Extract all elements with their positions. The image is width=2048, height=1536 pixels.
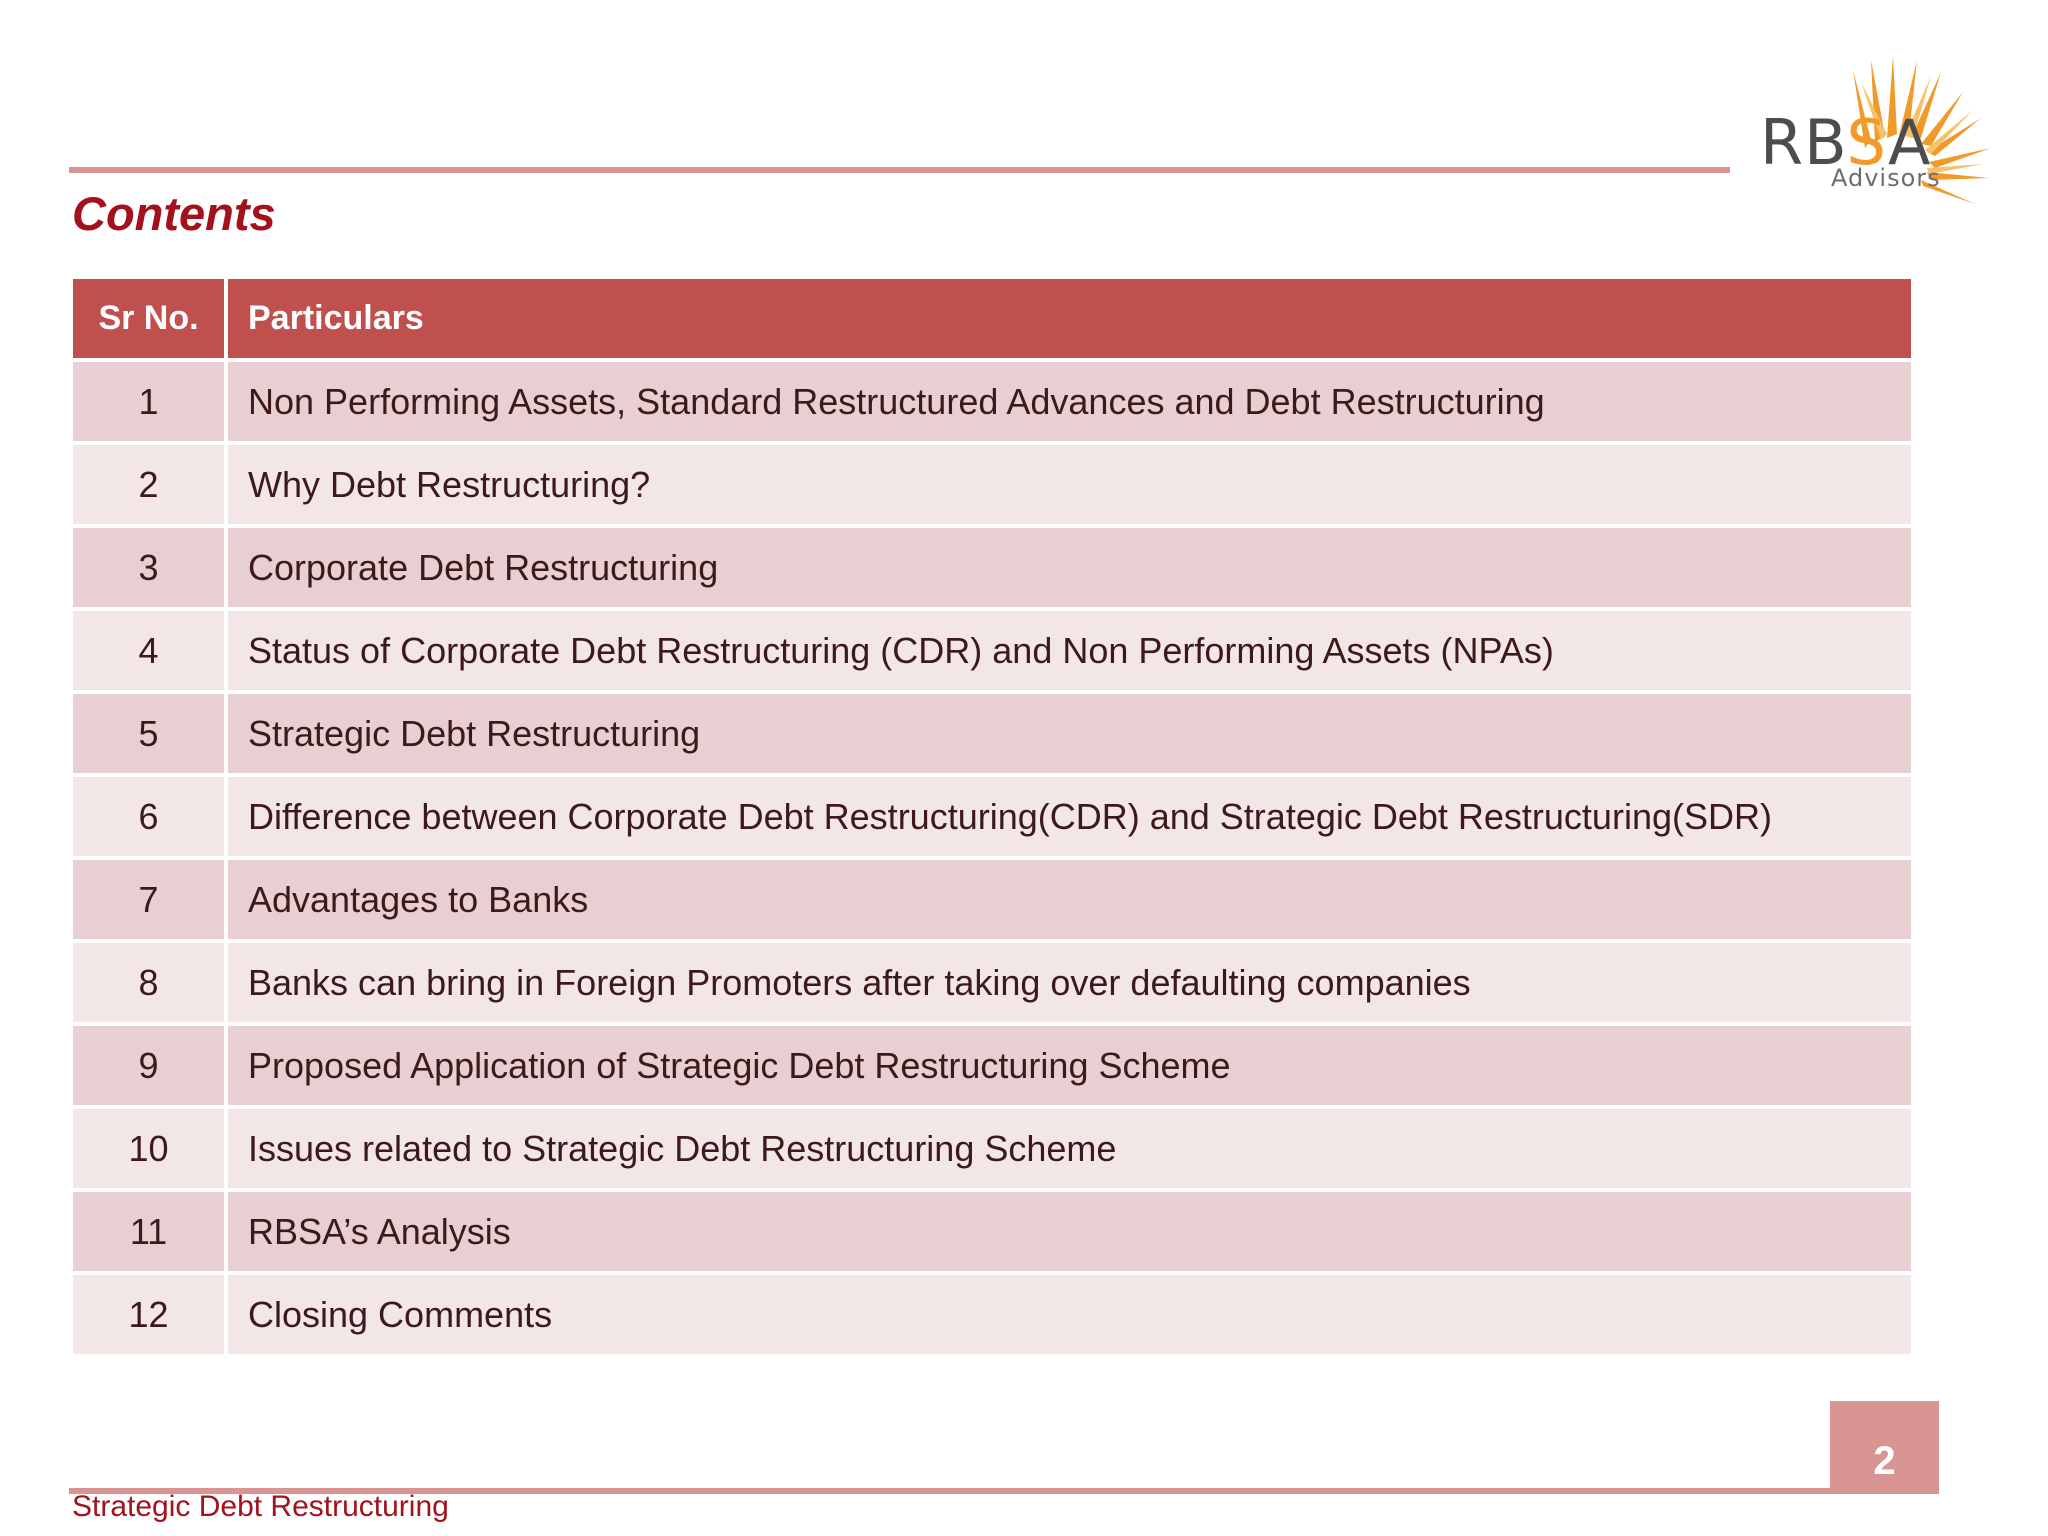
row-particulars: Advantages to Banks xyxy=(226,858,1913,941)
table-row xyxy=(71,692,1913,775)
row-number: 11 xyxy=(71,1190,226,1273)
row-particulars: Banks can bring in Foreign Promoters after taking over defaulting companies xyxy=(226,941,1913,1024)
row-particulars: Strategic Debt Restructuring xyxy=(226,692,1913,775)
top-divider-rule xyxy=(69,167,1730,173)
column-header-sr-no: Sr No. xyxy=(71,277,226,360)
row-number: 2 xyxy=(71,443,226,526)
logo-wordmark-highlight: S xyxy=(1846,106,1889,179)
table-row xyxy=(71,941,1913,1024)
logo-wordmark-suffix: A xyxy=(1888,106,1932,179)
table-row xyxy=(71,360,1913,443)
slide-title: Contents xyxy=(72,187,276,240)
table-row xyxy=(71,1190,1913,1273)
row-number: 1 xyxy=(71,360,226,443)
row-number: 10 xyxy=(71,1107,226,1190)
table-row xyxy=(71,1273,1913,1356)
row-particulars: Issues related to Strategic Debt Restructuring Scheme xyxy=(226,1107,1913,1190)
logo-wordmark-prefix: RB xyxy=(1760,106,1847,179)
row-number: 5 xyxy=(71,692,226,775)
table-row xyxy=(71,1024,1913,1107)
table-row xyxy=(71,526,1913,609)
page-number-badge: 2 xyxy=(1830,1401,1939,1492)
row-number: 6 xyxy=(71,775,226,858)
table-row xyxy=(71,443,1913,526)
row-number: 8 xyxy=(71,941,226,1024)
table-row xyxy=(71,609,1913,692)
table-row xyxy=(71,858,1913,941)
row-number: 9 xyxy=(71,1024,226,1107)
table-header-row xyxy=(71,277,1913,360)
logo-tagline: Advisors xyxy=(1831,164,1941,192)
contents-table xyxy=(69,275,1915,1358)
table-row xyxy=(71,775,1913,858)
row-particulars: Difference between Corporate Debt Restructuring(CDR) and Strategic Debt Restructuring(SDR) xyxy=(226,775,1913,858)
row-particulars: Closing Comments xyxy=(226,1273,1913,1356)
row-number: 7 xyxy=(71,858,226,941)
row-particulars: Non Performing Assets, Standard Restructured Advances and Debt Restructuring xyxy=(226,360,1913,443)
row-number: 4 xyxy=(71,609,226,692)
footer-text: Strategic Debt Restructuring xyxy=(72,1490,449,1523)
table-row xyxy=(71,1107,1913,1190)
row-particulars: RBSA’s Analysis xyxy=(226,1190,1913,1273)
row-number: 3 xyxy=(71,526,226,609)
row-particulars: Proposed Application of Strategic Debt Restructuring Scheme xyxy=(226,1024,1913,1107)
row-particulars: Status of Corporate Debt Restructuring (CDR) and Non Performing Assets (NPAs) xyxy=(226,609,1913,692)
row-particulars: Why Debt Restructuring? xyxy=(226,443,1913,526)
rbsa-logo xyxy=(1745,30,2035,210)
row-particulars: Corporate Debt Restructuring xyxy=(226,526,1913,609)
row-number: 12 xyxy=(71,1273,226,1356)
column-header-particulars: Particulars xyxy=(226,277,1913,360)
